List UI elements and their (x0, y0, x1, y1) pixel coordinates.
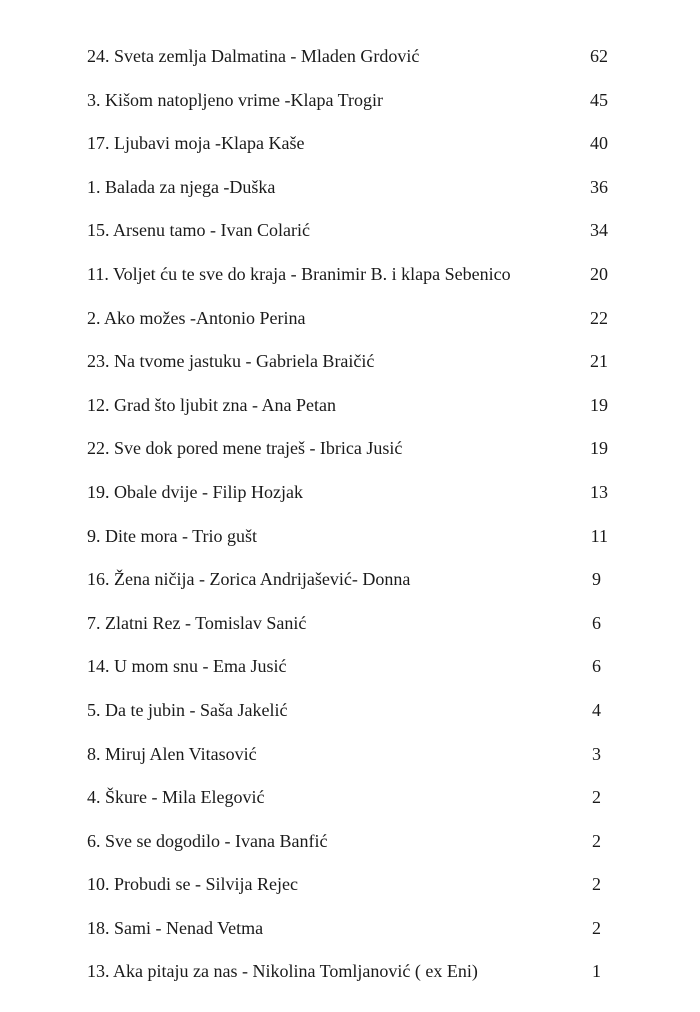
vote-count: 9 (592, 569, 601, 590)
vote-count: 36 (590, 176, 608, 197)
vote-count: 6 (592, 656, 601, 677)
vote-count: 2 (592, 787, 601, 808)
list-item (0, 734, 700, 778)
list-item (0, 428, 700, 472)
vote-count: 4 (592, 699, 601, 720)
list-item (0, 298, 700, 342)
song-title: 18. Sami - Nenad Vetma (87, 917, 264, 938)
list-item (0, 123, 700, 167)
list-item (0, 341, 700, 385)
song-title: 8. Miruj Alen Vitasović (87, 743, 257, 764)
vote-count: 34 (590, 220, 608, 241)
song-title: 10. Probudi se - Silvija Rejec (87, 874, 298, 895)
list-item (0, 690, 700, 734)
song-title: 19. Obale dvije - Filip Hozjak (87, 481, 303, 502)
vote-count: 3 (592, 743, 601, 764)
song-title: 17. Ljubavi moja -Klapa Kaše (87, 133, 305, 154)
song-title: 13. Aka pitaju za nas - Nikolina Tomljanović ( ex Eni) (87, 961, 478, 982)
song-title: 16. Žena ničija - Zorica Andrijašević- Donna (87, 569, 411, 590)
song-title: 15. Arsenu tamo - Ivan Colarić (87, 220, 310, 241)
song-title: 24. Sveta zemlja Dalmatina - Mladen Grdović (87, 46, 420, 66)
song-title: 3. Kišom natopljeno vrime -Klapa Trogir (87, 89, 383, 110)
list-item (0, 908, 700, 952)
list-item (0, 516, 700, 560)
list-item (0, 951, 700, 995)
vote-count: 11 (590, 525, 608, 546)
list-item (0, 559, 700, 603)
vote-count: 6 (592, 612, 601, 633)
vote-count: 22 (590, 307, 608, 328)
list-item (0, 385, 700, 429)
results-list (0, 36, 700, 995)
list-item (0, 777, 700, 821)
vote-count: 40 (590, 133, 608, 154)
list-item (0, 80, 700, 124)
vote-count: 2 (592, 917, 601, 938)
vote-count: 19 (590, 394, 608, 415)
song-title: 6. Sve se dogodilo - Ivana Banfić (87, 830, 328, 851)
vote-count: 62 (590, 46, 608, 66)
list-item (0, 864, 700, 908)
list-item (0, 210, 700, 254)
song-title: 2. Ako možes -Antonio Perina (87, 307, 306, 328)
vote-count: 2 (592, 874, 601, 895)
song-title: 11. Voljet ću te sve do kraja - Branimir B. i klapa Sebenico (87, 263, 511, 284)
song-title: 22. Sve dok pored mene traješ - Ibrica Jusić (87, 438, 403, 459)
song-title: 12. Grad što ljubit zna - Ana Petan (87, 394, 336, 415)
song-title: 14. U mom snu - Ema Jusić (87, 656, 287, 677)
song-title: 23. Na tvome jastuku - Gabriela Braičić (87, 351, 375, 372)
song-title: 4. Škure - Mila Elegović (87, 787, 265, 808)
song-title: 1. Balada za njega -Duška (87, 176, 276, 197)
song-title: 7. Zlatni Rez - Tomislav Sanić (87, 612, 307, 633)
song-title: 5. Da te jubin - Saša Jakelić (87, 699, 288, 720)
list-item (0, 821, 700, 865)
vote-count: 2 (592, 830, 601, 851)
vote-count: 19 (590, 438, 608, 459)
vote-count: 21 (590, 351, 608, 372)
list-item (0, 646, 700, 690)
vote-count: 1 (592, 961, 601, 982)
vote-count: 45 (590, 89, 608, 110)
list-item (0, 36, 700, 80)
vote-count: 13 (590, 481, 608, 502)
song-title: 9. Dite mora - Trio gušt (87, 525, 258, 546)
vote-count: 20 (590, 263, 608, 284)
list-item (0, 472, 700, 516)
list-item (0, 254, 700, 298)
list-item (0, 603, 700, 647)
list-item (0, 167, 700, 211)
